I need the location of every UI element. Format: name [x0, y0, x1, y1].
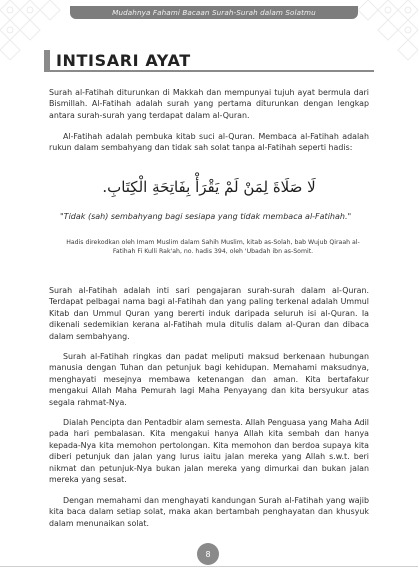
title-accent-block	[44, 50, 50, 72]
intro-paragraph-2-block	[49, 131, 369, 154]
hadith-translation: "Tidak (sah) sembahyang bagi sesiapa yang tidak membaca al-Fatihah."	[60, 212, 352, 221]
page-number: 8	[205, 549, 211, 559]
hadith-citation: Hadis direkodkan oleh Imam Muslim dalam Sahih Muslim, kitab as-Solah, bab Wujub Qiraah al-Fatihah Fi Kulli Rak'ah, no. hadis 394, oleh 'Ubadah ibn as-Somit.	[66, 239, 360, 255]
body-paragraph-4: Dengan memahami dan menghayati kandungan Surah al-Fatihah yang wajib kita baca dalam setiap solat, maka akan bertambah penghayatan dan khusyuk dalam menunaikan solat.	[49, 496, 369, 528]
body-paragraph-4-block	[49, 495, 369, 529]
body-paragraph-3: Dialah Pencipta dan Pentadbir alam semesta. Allah Penguasa yang Maha Adil pada hari pembalasan. Kita mengakui hanya Allah kita sembah dan hanya kepada-Nya kita memohon pertolongan. Kita memohon dan berdoa supaya kita diberi petunjuk dan jalan yang lurus iaitu jalan mereka yang Allah s.w.t. beri nikmat dan petunjuk-Nya bukan jalan mereka yang dimurkai dan bukan jalan mereka yang sesat.	[49, 418, 369, 485]
body-paragraph-3-block	[49, 417, 369, 485]
body-paragraph-2-block	[49, 351, 369, 408]
body-paragraph-2: Surah al-Fatihah ringkas dan padat meliputi maksud berkenaan hubungan manusia dengan Tuhan dan petunjuk bagi kehidupan. Memahami maksudnya, menghayati mesejnya membawa ketenangan dan aman. Kita bertafakur mengakui Allah Maha Pemurah lagi Maha Penyayang dan kita bersyukur atas segala rahmat-Nya.	[49, 352, 369, 407]
section-title-bar	[44, 50, 374, 72]
footer-divider	[0, 566, 418, 567]
hadith-arabic-text: لَا صَلَاةَ لِمَنْ لَمْ يَقْرَأْ بِفَاتِحَةِ الْكِتَابِ.	[102, 178, 316, 196]
intro-paragraph-1: Surah al-Fatihah diturunkan di Makkah dan mempunyai tujuh ayat bermula dari Bismillah. Al-Fatihah adalah surah yang pertama diturunkan dengan lengkap antara surah-surah yang terdapat dalam al-Quran.	[49, 88, 369, 120]
body-paragraph-1-block	[49, 285, 369, 342]
page-number-badge	[197, 543, 219, 565]
intro-paragraph-2: Al-Fatihah adalah pembuka kitab suci al-Quran. Membaca al-Fatihah adalah rukun dalam sembahyang dan tidak sah solat tanpa al-Fatihah seperti hadis:	[49, 132, 369, 153]
title-underline	[50, 70, 374, 72]
body-paragraph-1: Surah al-Fatihah adalah inti sari pengajaran surah-surah dalam al-Quran. Terdapat pelbagai nama bagi al-Fatihah dan yang paling terkenal adalah Ummul Kitab dan Ummul Quran yang bererti induk daripada seluruh isi al-Quran. Ia dikenali sedemikian kerana al-Fatihah mula ditulis dalam al-Quran dan dibaca dalam sembahyang.	[49, 286, 369, 341]
intro-paragraph-1-block	[49, 87, 369, 121]
header-banner-text: Mudahnya Fahami Bacaan Surah-Surah dalam Solatmu	[112, 8, 316, 17]
header-banner	[70, 6, 358, 19]
page-title: INTISARI AYAT	[56, 51, 191, 70]
